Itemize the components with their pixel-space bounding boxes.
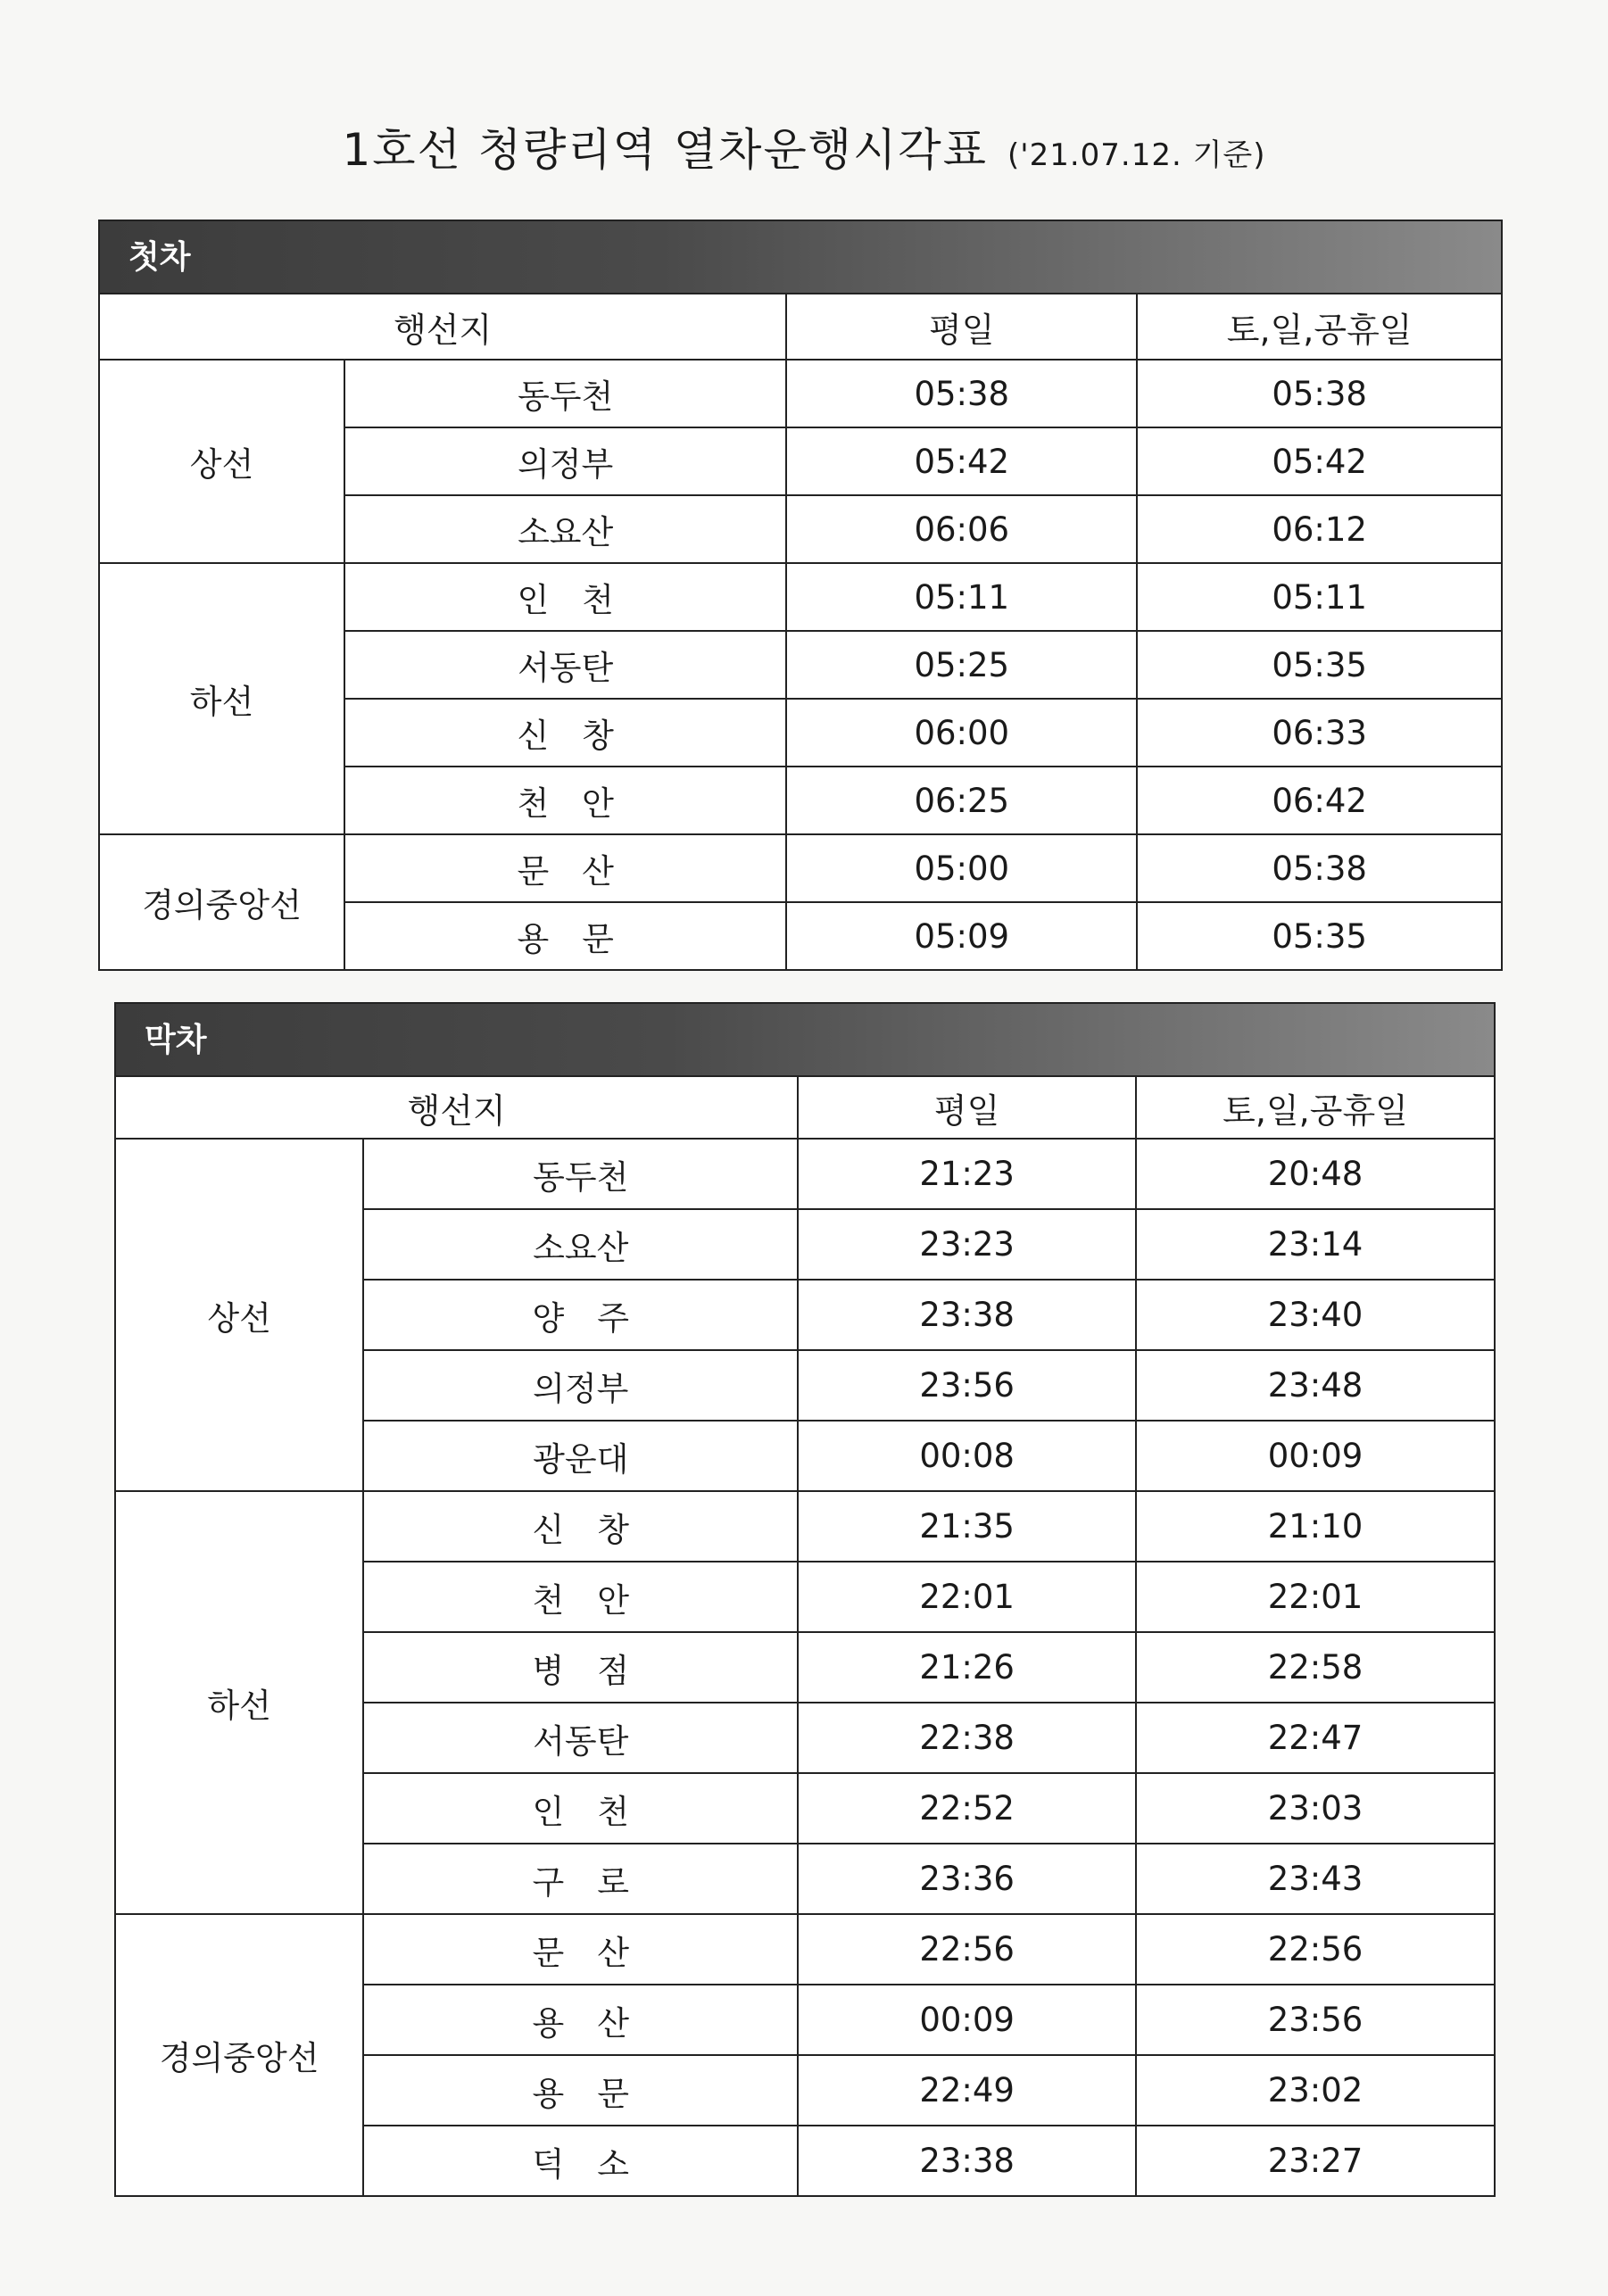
weekday-time-cell: 05:42 [786,427,1137,495]
last-train-column-headers [115,1076,1495,1139]
weekday-time-cell: 23:23 [798,1209,1136,1280]
station-cell: 동두천 [344,360,786,427]
weekday-time-cell: 21:35 [798,1491,1136,1562]
first-train-table [98,293,1503,971]
weekday-time-cell: 05:38 [786,360,1137,427]
weekend-time-cell: 22:47 [1136,1703,1495,1773]
station-cell: 의정부 [344,427,786,495]
weekday-column-header: 평일 [786,294,1137,360]
weekday-time-cell: 22:56 [798,1914,1136,1985]
weekend-column-header: 토,일,공휴일 [1136,1076,1495,1139]
weekend-time-cell: 06:33 [1137,699,1502,767]
weekday-time-cell: 22:01 [798,1562,1136,1632]
destination-column-header: 행선지 [99,294,786,360]
weekend-time-cell: 06:12 [1137,495,1502,563]
weekday-time-cell: 23:56 [798,1350,1136,1421]
station-cell: 문 산 [344,834,786,902]
weekend-time-cell: 23:03 [1136,1773,1495,1844]
page-title-date: ('21.07.12. 기준) [1007,137,1266,173]
weekend-time-cell: 05:35 [1137,631,1502,699]
direction-cell: 상선 [99,360,344,563]
page-title [0,114,1608,178]
table-row [115,1914,1495,1985]
weekend-time-cell: 23:14 [1136,1209,1495,1280]
table-row [115,1491,1495,1562]
station-cell: 인 천 [344,563,786,631]
weekday-column-header: 평일 [798,1076,1136,1139]
station-cell: 소요산 [344,495,786,563]
station-cell: 광운대 [363,1421,798,1491]
weekend-time-cell: 23:27 [1136,2126,1495,2196]
weekend-time-cell: 05:42 [1137,427,1502,495]
station-cell: 신 창 [344,699,786,767]
last-train-table [114,1075,1496,2197]
weekend-time-cell: 23:43 [1136,1844,1495,1914]
station-cell: 용 산 [363,1985,798,2055]
station-cell: 소요산 [363,1209,798,1280]
direction-cell: 상선 [115,1139,363,1491]
station-cell: 용 문 [344,902,786,970]
weekend-time-cell: 23:48 [1136,1350,1495,1421]
weekend-time-cell: 05:11 [1137,563,1502,631]
station-cell: 구 로 [363,1844,798,1914]
station-cell: 신 창 [363,1491,798,1562]
direction-cell: 하선 [99,563,344,834]
weekday-time-cell: 22:38 [798,1703,1136,1773]
weekend-time-cell: 23:02 [1136,2055,1495,2126]
weekday-time-cell: 05:09 [786,902,1137,970]
weekend-time-cell: 23:56 [1136,1985,1495,2055]
weekend-time-cell: 06:42 [1137,767,1502,834]
table-row [99,563,1502,631]
last-train-section [114,1002,1496,2197]
station-cell: 서동탄 [363,1703,798,1773]
first-train-header: 첫차 [98,220,1503,293]
weekend-time-cell: 05:38 [1137,834,1502,902]
weekday-time-cell: 23:38 [798,2126,1136,2196]
station-cell: 양 주 [363,1280,798,1350]
weekend-time-cell: 20:48 [1136,1139,1495,1209]
weekend-time-cell: 23:40 [1136,1280,1495,1350]
weekday-time-cell: 21:26 [798,1632,1136,1703]
station-cell: 서동탄 [344,631,786,699]
station-cell: 병 점 [363,1632,798,1703]
weekend-time-cell: 22:58 [1136,1632,1495,1703]
page-title-main: 1호선 청량리역 열차운행시각표 [342,124,988,176]
destination-column-header: 행선지 [115,1076,798,1139]
table-row [115,1139,1495,1209]
weekend-time-cell: 22:01 [1136,1562,1495,1632]
station-cell: 동두천 [363,1139,798,1209]
weekend-time-cell: 00:09 [1136,1421,1495,1491]
weekday-time-cell: 05:11 [786,563,1137,631]
weekday-time-cell: 22:49 [798,2055,1136,2126]
weekend-column-header: 토,일,공휴일 [1137,294,1502,360]
station-cell: 의정부 [363,1350,798,1421]
station-cell: 용 문 [363,2055,798,2126]
weekday-time-cell: 06:06 [786,495,1137,563]
table-row [99,834,1502,902]
weekend-time-cell: 21:10 [1136,1491,1495,1562]
weekday-time-cell: 05:25 [786,631,1137,699]
station-cell: 천 안 [363,1562,798,1632]
weekday-time-cell: 23:38 [798,1280,1136,1350]
weekday-time-cell: 00:09 [798,1985,1136,2055]
last-train-header: 막차 [114,1002,1496,1075]
weekday-time-cell: 00:08 [798,1421,1136,1491]
direction-cell: 경의중앙선 [115,1914,363,2196]
station-cell: 천 안 [344,767,786,834]
weekend-time-cell: 05:38 [1137,360,1502,427]
weekday-time-cell: 06:25 [786,767,1137,834]
weekday-time-cell: 06:00 [786,699,1137,767]
direction-cell: 하선 [115,1491,363,1914]
weekday-time-cell: 05:00 [786,834,1137,902]
weekend-time-cell: 05:35 [1137,902,1502,970]
station-cell: 덕 소 [363,2126,798,2196]
weekend-time-cell: 22:56 [1136,1914,1495,1985]
station-cell: 문 산 [363,1914,798,1985]
first-train-section [98,220,1503,971]
direction-cell: 경의중앙선 [99,834,344,970]
table-row [99,360,1502,427]
weekday-time-cell: 22:52 [798,1773,1136,1844]
weekday-time-cell: 21:23 [798,1139,1136,1209]
station-cell: 인 천 [363,1773,798,1844]
weekday-time-cell: 23:36 [798,1844,1136,1914]
first-train-column-headers [99,294,1502,360]
